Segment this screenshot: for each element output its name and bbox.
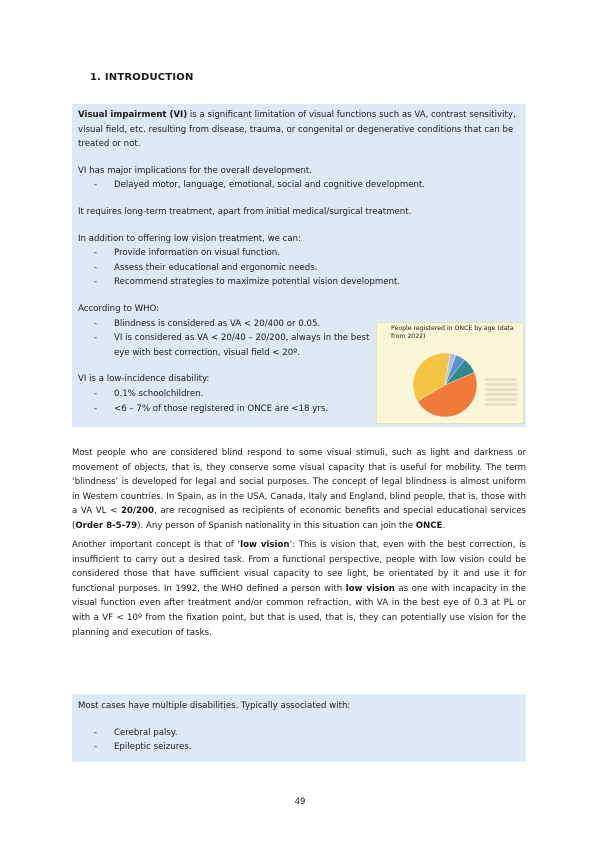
vi-term: Visual impairment (VI) — [78, 110, 188, 120]
list-item: - Assess their educational and ergonomic needs. — [94, 262, 318, 273]
list-item: - Cerebral palsy. — [94, 727, 178, 738]
treatment-text: It requires long-term treatment, apart from initial medical/surgical treatment. — [78, 206, 412, 217]
vi-definition — [78, 108, 520, 152]
implications-text: VI has major implications for the overall development. — [78, 165, 313, 176]
list-item: - VI is considered as VA < 20/40 – 20/200, always in the best eye with best correction, visual field < 20º. — [94, 333, 370, 358]
chart-legend — [485, 378, 517, 408]
multiple-disabilities-box — [72, 694, 526, 762]
list-item: - Epileptic seizures. — [94, 742, 192, 753]
who-text: According to WHO: — [78, 303, 160, 314]
page-number: 49 — [294, 797, 306, 807]
list-item: - 0.1% schoolchildren. — [94, 388, 204, 399]
age-pie-chart — [376, 322, 524, 424]
blindness-paragraph: Most people who are considered blind respond to some visual stimuli, such as light and darkness or movement of objects, that is, they conserve some visual capacity that is useful for mobility. The term ‘blindness’ is developed for legal and social purposes. The concept of legal blindness is almost uniform in Western countries. In Spain, as in the USA, Canada, Italy and England, blind people, that is, those with a VA VL < 20/200, are recognised as recipients of economic benefits and special educational services (Order 8-5-79). Any person of Spanish nationality in this situation can join the ONCE. — [72, 448, 526, 531]
low-vision-paragraph: Another important concept is that of ‘low vision’: This is vision that, even with the best correction, is insufficient to carry out a desired task. From a functional perspective, people with low vision could be considered those that have sufficient visual capacity to see light, be orientated by it and use it for functional purposes. In 1992, the WHO defined a person with low vision as one with incapacity in the visual function even after treatment and/or common refraction, with VA in the best eye of 0.3 at PL or with a VF < 10º from the fixation point, but that is used, that is, they can potentially use vision for the planning and execution of tasks. — [72, 540, 526, 638]
list-item: - Provide information on visual function. — [94, 248, 280, 259]
offering-text: In addition to offering low vision treatment, we can: — [78, 233, 301, 244]
low-incidence-text: VI is a low-incidence disability: — [78, 374, 210, 385]
vi-definition-text: is a significant limitation of visual functions such as VA, contrast sensitivity, visual field, etc. resulting from disease, trauma, or congenital or degenerative conditions that can be treated or not. — [78, 110, 516, 150]
list-item: - Recommend strategies to maximize potential vision development. — [94, 277, 401, 288]
multiple-disabilities-text: Most cases have multiple disabilities. Typically associated with: — [78, 701, 351, 711]
chart-title: People registered in ONCE by age (data from 2022) — [391, 325, 514, 340]
section-heading: 1. INTRODUCTION — [90, 72, 194, 83]
list-item: - Blindness is considered as VA < 20/400 or 0.05. — [94, 318, 321, 329]
list-item: - Delayed motor, language, emotional, social and cognitive development. — [94, 180, 426, 191]
pie-svg — [377, 323, 523, 423]
list-item: - <6 – 7% of those registered in ONCE are <18 yrs. — [94, 403, 329, 414]
